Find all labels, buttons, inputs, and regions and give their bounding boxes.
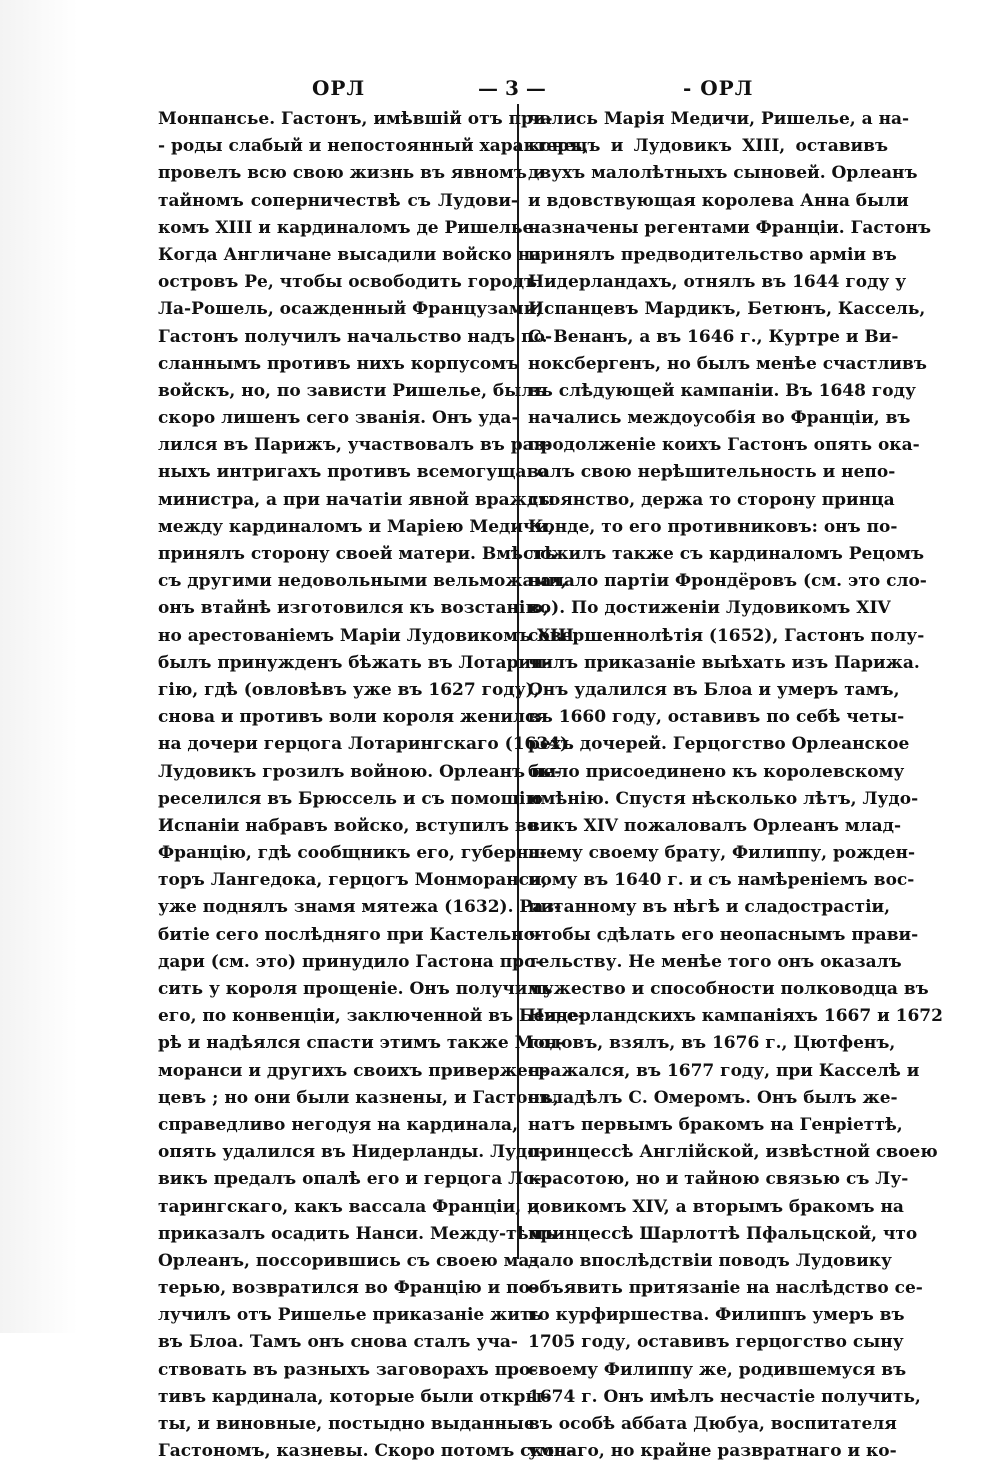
text-line: Конде, то его противниковъ: онъ по- [528,516,898,537]
text-line: овладѣлъ С. Омеромъ. Онъ былъ же- [528,1087,898,1108]
text-line: ложилъ также съ кардиналомъ Рецомъ [528,544,925,564]
text-line: съ другими недовольными вельможами, [158,571,567,592]
text-line: цевъ ; но они были казнены, и Гастонъ, [158,1087,559,1108]
text-line: - роды слабый и непостоянный характеръ, [158,136,589,157]
text-line: конецъ и Лудовикъ XIII, оставивъ [528,136,888,157]
text-line: ному въ 1640 г. и съ намѣреніемъ вос- [528,870,915,891]
text-line: мужество и способности полководца въ [528,979,929,999]
text-line: былъ принужденъ бѣжать въ Лотарин- [158,652,551,673]
text-line: опять удалился въ Нидерланды. Лудо- [158,1142,546,1163]
text-line: принялъ сторону своей матери. Вмѣстѣ [158,544,556,564]
text-line: 1705 году, оставивъ герцогство сыну [528,1332,904,1353]
text-line: но арестованіемъ Маріи Лудовикомъ XIII [158,625,575,646]
text-line: уже поднялъ знамя мятежа (1632). Раз- [158,897,562,918]
text-line: Гастономъ, казневы. Скоро потомъ скон- [158,1441,574,1462]
text-line: лучилъ отъ Ришелье приказаніе жить [158,1305,543,1326]
text-line: С. Венанъ, а въ 1646 г., Куртре и Ви- [528,326,899,347]
text-line: умнаго, но крайне развратнаго и ко- [528,1441,897,1462]
text-line: дари (см. это) принудило Гастона про- [158,951,543,972]
text-line: тельству. Не менѣе того онъ оказалъ [528,951,902,972]
text-line: натъ первымъ бракомъ на Генріеттѣ, [528,1114,903,1135]
page-number: — 3 — [478,76,546,100]
page-edge-shadow [0,0,78,1333]
text-line: тарингскаго, какъ вассала Франціи, и [158,1196,540,1217]
text-line: приказалъ осадить Нанси. Между-тѣмъ [158,1223,557,1244]
text-line: чилъ приказаніе выѣхать изъ Парижа. [528,652,920,673]
text-line: Испанцевъ Мардикъ, Бетюнъ, Кассель, [528,299,926,320]
text-line: Орлеанъ, поссорившись съ своею ма- [158,1250,537,1271]
text-line: островъ Ре, чтобы освободить городъ [158,272,538,293]
text-line: его, по конвенціи, заключенной въ Безье- [158,1006,585,1027]
text-line: между кардиналомъ и Маріею Медичи, [158,516,554,537]
text-line: въ слѣдующей кампаніи. Въ 1648 году [528,380,916,401]
text-line: въ 1660 году, оставивъ по себѣ четы- [528,707,905,728]
text-line: въ Блоа. Тамъ онъ снова сталъ уча- [158,1332,518,1353]
text-line: торъ Лангедока, герцогъ Монморанси, [158,870,548,891]
text-line: гію, гдѣ (овловѣвъ уже въ 1627 году), [158,679,540,700]
text-line: имѣнію. Спустя нѣсколько лѣтъ, Лудо- [528,788,919,809]
text-line: дало впослѣдствіи поводъ Лудовику [528,1250,892,1271]
text-line: сланнымъ противъ нихъ корпусомъ [158,353,520,374]
text-line: Нидерландскихъ кампаніяхъ 1667 и 1672 [528,1006,943,1027]
text-line: питанному въ нѣгѣ и сладострастіи, [528,897,891,918]
text-line: Нидерландахъ, отнялъ въ 1644 году у [528,272,907,293]
text-line: викъ XIV пожаловалъ Орлеанъ млад- [528,815,902,836]
text-line: принцессѣ Шарлоттѣ Пфальцской, что [528,1223,918,1244]
left-text-column [158,106,589,1465]
text-line: министра, а при начатіи явной вражды [158,489,556,510]
text-line: Ла-Рошель, осажденный Французами, [158,299,543,320]
text-line: и вдовствующая королева Анна были [528,190,909,211]
text-line: Лудовикъ грозилъ войною. Орлеанъ пе- [158,761,562,782]
text-line: викъ предалъ опалѣ его и герцога Ло- [158,1169,542,1190]
text-line: Гастонъ получилъ начальство надъ по- [158,326,553,347]
right-text-column [528,106,943,1465]
text-line: битіе сего послѣдняго при Кастельно- [158,924,542,945]
text-line: снова и противъ воли короля женился [158,707,548,728]
text-line: продолженіе коихъ Гастонъ опять ока- [528,435,920,456]
text-line: принялъ предводительство арміи въ [528,244,897,265]
text-line: тивъ кардинала, которые были откры- [158,1386,550,1407]
text-line: Испаніи набравъ войско, вступилъ во [158,815,539,836]
text-line: назначены регентами Франціи. Гастонъ [528,217,932,238]
text-line: годовъ, взялъ, въ 1676 г., Цютфенъ, [528,1033,896,1054]
text-line: чтобы сдѣлать его неопаснымъ прави- [528,924,919,945]
text-line: Онъ удалился въ Блоа и умеръ тамъ, [528,679,900,700]
text-line: принцессѣ Англійской, извѣстной своею [528,1142,938,1163]
text-line: провелъ всю свою жизнь въ явномъ и [158,163,546,184]
text-line: шему своему брату, Филиппу, рожден- [528,843,916,864]
text-line: моранси и другихъ своихъ привержен- [158,1060,548,1081]
text-line: довикомъ XIV, а вторымъ бракомъ на [528,1196,904,1217]
text-line: Когда Англичане высадили войско на [158,244,542,265]
text-line: своему Филиппу же, родившемуся въ [528,1359,907,1380]
text-line: рѣ и надѣялся спасти этимъ также Мон- [158,1033,565,1054]
text-line: реселился въ Брюссель и съ помощію [158,788,543,809]
text-line: онъ втайнѣ изготовился къ возстанію, [158,598,549,619]
text-line: двухъ малолѣтныхъ сыновей. Орлеанъ [528,163,918,184]
text-line: тайномъ соперничествѣ съ Лудови- [158,190,518,211]
text-line: лился въ Парижъ, участвовалъ въ раз- [158,435,552,456]
text-line: рехъ дочерей. Герцогство Орлеанское [528,734,910,755]
text-line: залъ свою нерѣшительность и непо- [528,462,896,483]
text-line: ты, и виновные, постыдно выданные [158,1414,535,1434]
text-line: войскъ, но, по зависти Ришелье, былъ [158,380,547,401]
running-head-right: - ОРЛ [683,76,754,100]
text-line: Монпансье. Гастонъ, имѣвшій отъ при- [158,109,553,129]
text-line: комъ XIII и кардиналомъ де Ришелье. [158,217,540,238]
text-line: сить у короля прощеніе. Онъ получилъ [158,979,553,999]
text-line: скоро лишенъ сего званія. Онъ уда- [158,408,519,429]
text-line: на дочери герцога Лотарингскаго (1634). [158,734,575,755]
text-line: ствовать въ разныхъ заговорахъ про- [158,1359,538,1380]
text-line: во). По достиженіи Лудовикомъ XIV [528,598,891,619]
text-line: ноксбергенъ, но былъ менѣе счастливъ [528,353,927,374]
running-head-left: ОРЛ [312,76,366,100]
text-line: го курфиршества. Филиппъ умеръ въ [528,1305,905,1326]
text-line: сражался, въ 1677 году, при Касселѣ и [528,1060,920,1081]
text-line: въ особѣ аббата Дюбуа, воспитателя [528,1414,897,1434]
text-line: начало партіи Фрондёровъ (см. это сло- [528,571,927,592]
text-line: ныхъ интригахъ противъ всемогущаго [158,462,549,483]
text-line: терью, возвратился во Францію и по- [158,1278,537,1299]
text-line: Францію, гдѣ сообщникъ его, губерна- [158,843,547,864]
text-line: объявить притязаніе на наслѣдство се- [528,1278,923,1299]
text-line: стоянство, держа то сторону принца [528,489,895,510]
text-line: совершеннолѣтія (1652), Гастонъ полу- [528,625,925,646]
text-line: справедливо негодуя на кардинала, [158,1114,518,1135]
text-line: красотою, но и тайною связью съ Лу- [528,1169,909,1190]
text-line: было присоединено къ королевскому [528,761,905,782]
text-line: 1674 г. Онъ имѣлъ несчастіе получить, [528,1386,921,1407]
text-line: начались междоусобія во Франціи, въ [528,408,911,429]
text-line: чались Марія Медичи, Ришелье, а на- [528,109,910,129]
